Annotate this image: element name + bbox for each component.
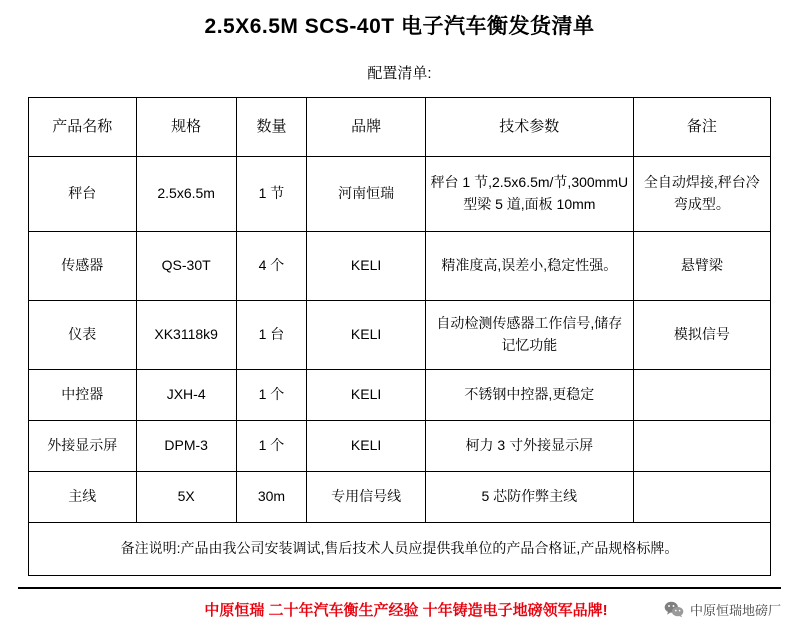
wechat-icon [664,601,684,618]
cell-brand: KELI [307,421,426,472]
cell-product-name: 秤台 [29,157,137,232]
cell-brand: KELI [307,301,426,370]
cell-product-name: 中控器 [29,370,137,421]
cell-product-name: 主线 [29,472,137,523]
cell-brand: KELI [307,370,426,421]
column-header-name: 产品名称 [29,98,137,157]
cell-brand: 专用信号线 [307,472,426,523]
cell-param: 精准度高,误差小,稳定性强。 [425,232,633,301]
table-header-row [29,98,771,157]
subtitle: 配置清单: [367,65,432,82]
page-footer [0,587,799,620]
cell-param: 秤台 1 节,2.5x6.5m/节,300mmU 型梁 5 道,面板 10mm [425,157,633,232]
table-container [0,97,799,576]
cell-product-name: 仪表 [29,301,137,370]
column-header-spec: 规格 [136,98,236,157]
cell-param: 5 芯防作弊主线 [425,472,633,523]
spec-table [28,97,771,576]
table-row [29,370,771,421]
table-body [29,157,771,576]
cell-spec: 2.5x6.5m [136,157,236,232]
cell-brand: 河南恒瑞 [307,157,426,232]
table-row [29,472,771,523]
cell-param: 自动检测传感器工作信号,储存记忆功能 [425,301,633,370]
cell-remark [633,421,770,472]
cell-remark [633,370,770,421]
cell-spec: 5X [136,472,236,523]
table-note: 备注说明:产品由我公司安装调试,售后技术人员应提供我单位的产品合格证,产品规格标牌。 [29,523,771,576]
column-header-brand: 品牌 [307,98,426,157]
cell-qty: 1 个 [236,370,306,421]
footer-content [18,599,781,620]
table-row [29,421,771,472]
column-header-qty: 数量 [236,98,306,157]
cell-qty: 30m [236,472,306,523]
cell-product-name: 外接显示屏 [29,421,137,472]
cell-qty: 4 个 [236,232,306,301]
document-page [0,10,799,638]
cell-brand: KELI [307,232,426,301]
cell-qty: 1 台 [236,301,306,370]
column-header-param: 技术参数 [425,98,633,157]
page-title: 2.5X6.5M SCS-40T 电子汽车衡发货清单 [204,15,595,38]
column-header-remark: 备注 [633,98,770,157]
cell-remark [633,472,770,523]
wechat-account-block[interactable] [664,600,781,619]
cell-spec: JXH-4 [136,370,236,421]
cell-spec: XK3118k9 [136,301,236,370]
footer-divider [18,587,781,589]
table-row [29,301,771,370]
table-note-row [29,523,771,576]
cell-qty: 1 个 [236,421,306,472]
cell-product-name: 传感器 [29,232,137,301]
cell-remark: 全自动焊接,秤台冷弯成型。 [633,157,770,232]
cell-remark: 悬臂梁 [633,232,770,301]
cell-spec: QS-30T [136,232,236,301]
cell-qty: 1 节 [236,157,306,232]
cell-param: 柯力 3 寸外接显示屏 [425,421,633,472]
footer-slogan: 中原恒瑞 二十年汽车衡生产经验 十年铸造电子地磅领军品牌! [204,602,608,619]
cell-remark: 模拟信号 [633,301,770,370]
table-row [29,157,771,232]
cell-spec: DPM-3 [136,421,236,472]
table-row [29,232,771,301]
cell-param: 不锈钢中控器,更稳定 [425,370,633,421]
table-header [29,98,771,157]
wechat-account-name: 中原恒瑞地磅厂 [689,603,781,618]
